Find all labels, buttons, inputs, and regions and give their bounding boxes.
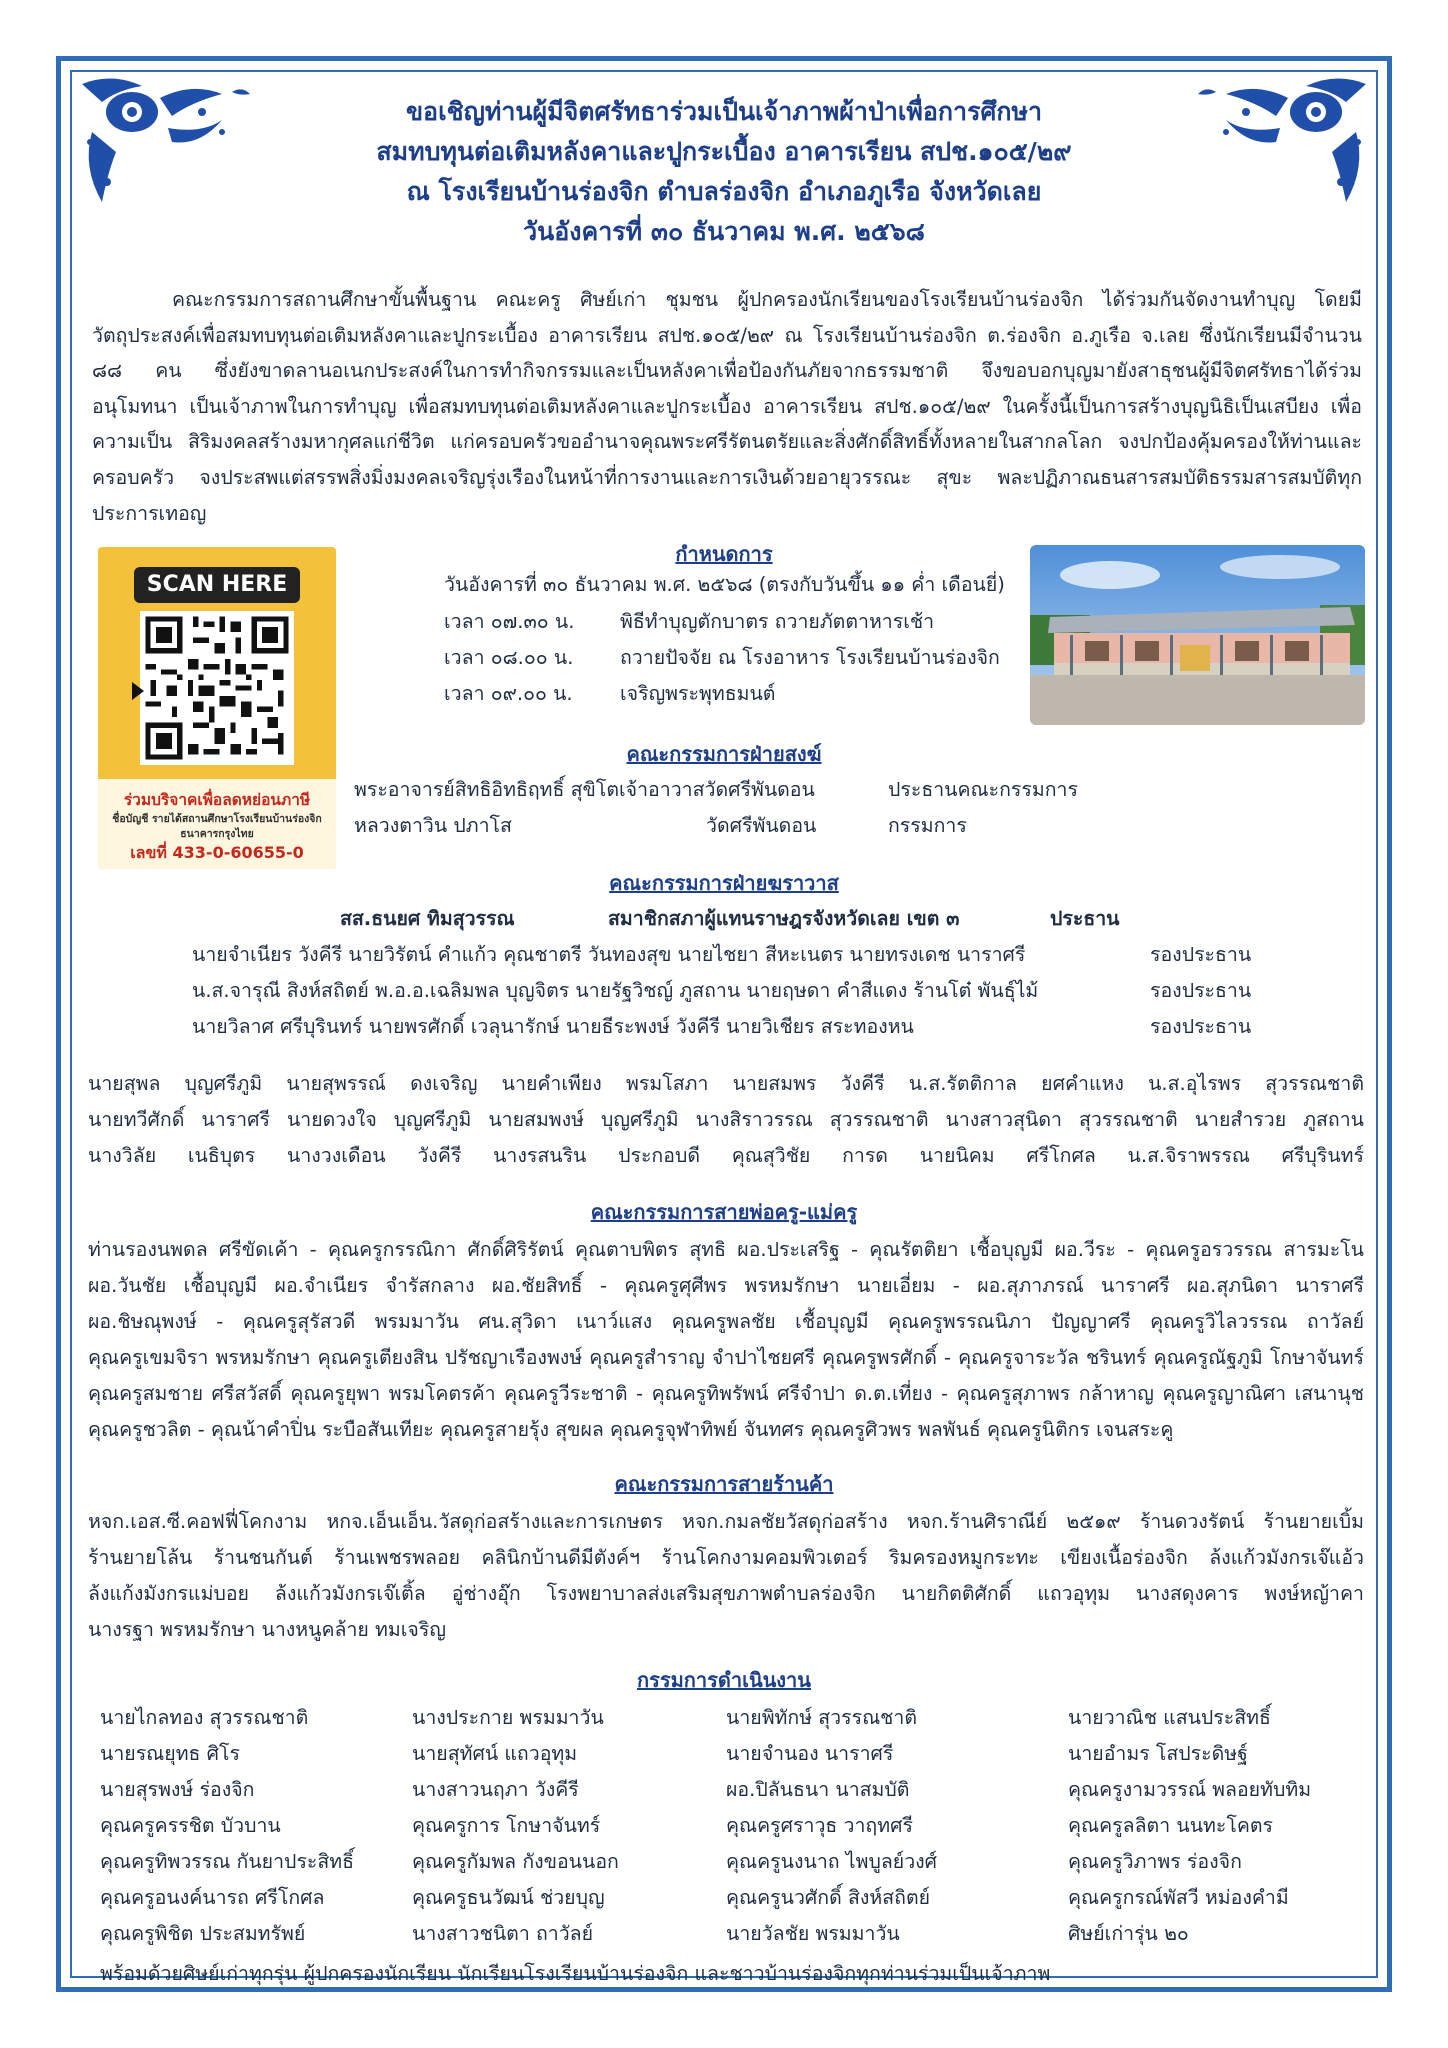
lay-committee-heading: คณะกรรมการฝ่ายฆราวาส bbox=[609, 871, 839, 895]
donation-qr-card bbox=[98, 547, 336, 869]
member-line: ผอ.วันชัย เชื้อบุญมี ผอ.จำเนียร จำรัสกลาง ผอ.ชัยสิทธิ์ - คุณครูศุศีพร พรหมรักษา นายเอี่ยม - ผอ.สุภาภรณ์ นาราศรี ผอ.สุภนิดา นาราศรี bbox=[88, 1274, 1364, 1297]
monk-temple: วัดศรีพันดอน bbox=[706, 814, 817, 837]
member-line: คุณครูสมชาย ศรีสวัสดิ์ คุณครูยุพา พรมโคตรค้า คุณครูวีระชาติ - คุณครูทิพรัพน์ ศรีจำปา ด.ต.เที่ยง - คุณครูสุภาพร กล้าหาญ คุณครูญาณิศา เสนานุช bbox=[88, 1382, 1364, 1405]
vice-chair-list: น.ส.จารุณี สิงห์สถิตย์ พ.อ.อ.เฉลิมพล บุญจิตร นายรัฐวิชญ์ ภูสถาน นายฤษดา คำสีแดง ร้านโต๋ พันธุ์ไม้ bbox=[192, 979, 1039, 1002]
ops-member: ผอ.ปิลันธนา นาสมบัติ bbox=[726, 1778, 910, 1801]
title-line-4: วันอังคารที่ ๓๐ ธันวาคม พ.ศ. ๒๕๖๘ bbox=[523, 217, 925, 246]
title-block bbox=[0, 92, 1448, 252]
parents-committee-heading: คณะกรรมการสายพ่อครู-แม่ครู bbox=[590, 1200, 858, 1224]
ops-member: คุณครูทิพวรรณ กันยาประสิทธิ์ bbox=[100, 1850, 355, 1873]
ops-member: คุณครูการ โกษาจันทร์ bbox=[412, 1814, 601, 1837]
ops-member: คุณครูครรชิต บัวบาน bbox=[100, 1814, 281, 1837]
schedule-desc: เจริญพระพุทธมนต์ bbox=[620, 682, 776, 705]
member-line: หจก.เอส.ซี.คอฟฟี่โคกงาม หกจ.เอ็นเอ็น.วัสดุก่อสร้างและการเกษตร หจก.กมลชัยวัสดุก่อสร้าง หจก.ร้านศิราณีย์ ๒๕๑๙ ร้านดวงรัตน์ ร้านยายเบิ้ม bbox=[88, 1510, 1364, 1533]
ops-member: นางประกาย พรมมาวัน bbox=[412, 1706, 604, 1729]
ops-column-3 bbox=[726, 1700, 937, 1952]
account-info bbox=[98, 779, 336, 869]
vice-chair-role: รองประธาน bbox=[1150, 943, 1252, 966]
ops-member: คุณครูกรณ์พัสวี หม่องคำมี bbox=[1068, 1886, 1289, 1909]
member-line: ผอ.ชิษณุพงษ์ - คุณครูสุรัสวดี พรมมาวัน ศน.สุวิดา เนาว์แสง คุณครูพลชัย เชื้อบุญมี คุณครูพรรณนิภา ปัญญาศรี คุณครูวิไลวรรณ ถาวัลย์ bbox=[88, 1310, 1364, 1333]
schedule-desc: พิธีทำบุญตักบาตร ถวายภัตตาหารเช้า bbox=[620, 610, 935, 633]
ops-member: คุณครูนวศักดิ์ สิงห์สถิตย์ bbox=[726, 1886, 931, 1909]
intro-line: คณะกรรมการสถานศึกษาขั้นพื้นฐาน คณะครู ศิษย์เก่า ชุมชน ผู้ปกครองนักเรียนของโรงเรียนบ้านร่องจิก ได้ร่วมกันจัดงานทำบุญ โดยมี bbox=[172, 288, 1362, 311]
ops-member: นางสาวนฤภา วังคีรี bbox=[412, 1778, 579, 1801]
ops-column-4 bbox=[1068, 1700, 1311, 1952]
ops-member: นายจำนอง นาราศรี bbox=[726, 1742, 894, 1765]
ops-column-2 bbox=[412, 1700, 619, 1952]
vice-chair-list: นายวิลาศ ศรีบุรินทร์ นายพรศักดิ์ เวลุนารักษ์ นายธีระพงษ์ วังคีรี นายวิเชียร สระทองหน bbox=[192, 1015, 914, 1038]
ops-member: นายสุรพงษ์ ร่องจิก bbox=[100, 1778, 255, 1801]
title-line-1: ขอเชิญท่านผู้มีจิตศรัทธาร่วมเป็นเจ้าภาพผ้าป่าเพื่อการศึกษา bbox=[405, 97, 1043, 126]
ops-member: นายวัลชัย พรมมาวัน bbox=[726, 1922, 900, 1945]
ops-member: คุณครูกัมพล กังขอนนอก bbox=[412, 1850, 619, 1873]
chair-position: สมาชิกสภาผู้แทนราษฎรจังหวัดเลย เขต ๓ bbox=[608, 907, 960, 930]
vice-chair-role: รองประธาน bbox=[1150, 979, 1252, 1002]
ops-member: นายอำมร โสประดิษฐ์ bbox=[1068, 1742, 1248, 1765]
chair-role: ประธาน bbox=[1050, 907, 1120, 930]
schedule-time: เวลา ๐๙.๐๐ น. bbox=[444, 682, 573, 705]
ops-member: คุณครูธนวัฒน์ ช่วยบุญ bbox=[412, 1886, 605, 1909]
monk-committee-heading: คณะกรรมการฝ่ายสงฆ์ bbox=[626, 742, 822, 766]
donate-label: ร่วมบริจาคเพื่อลดหย่อนภาษี bbox=[123, 791, 311, 809]
ops-member: นายไกลทอง สุวรรณชาติ bbox=[100, 1706, 309, 1729]
ops-member: คุณครูอนงค์นารถ ศรีโกศล bbox=[100, 1886, 325, 1909]
schedule-time: เวลา ๐๗.๓๐ น. bbox=[444, 610, 575, 633]
ops-member: ศิษย์เก่ารุ่น ๒๐ bbox=[1068, 1922, 1189, 1945]
monk-name: พระอาจารย์สิทธิอิทธิฤทธิ์ สุขิโตเจ้าอาวาสวัดศรีพันดอน bbox=[354, 778, 815, 801]
intro-line: วัตถุประสงค์เพื่อสมทบทุนต่อเติมหลังคาและปูกระเบื้อง อาคารเรียน สปช.๑๐๕/๒๙ ณ โรงเรียนบ้านร่องจิก ต.ร่องจิก อ.ภูเรือ จ.เลย ซึ่งนักเรียนมีจำนวน bbox=[92, 323, 1362, 347]
intro-line: จงประสพแต่สรรพสิ่งมิ่งมงคลเจริญรุ่งเรืองในหน้าที่การงานและการเงินด้วยอายุวรรณะ สุขะ พละปฏิภาณธนสารสมบัติธรรมสารสมบัติทุกประการเทอญ bbox=[92, 465, 1363, 525]
ops-member: นายสุทัศน์ แถวอุทุม bbox=[412, 1742, 578, 1765]
member-line: นางรฐา พรหมรักษา นางหนูคล้าย ทมเจริญ bbox=[88, 1618, 446, 1641]
ops-column-1 bbox=[100, 1700, 354, 1952]
member-line: นายทวีศักดิ์ นาราศรี นายดวงใจ บุญศรีภูมิ นายสมพงษ์ บุญศรีภูมิ นางสิราวรรณ สุวรรณชาติ นางสาวสุนิดา สุวรรณชาติ นายสำรวย ภูสถาน bbox=[88, 1108, 1364, 1131]
intro-line: ๘๘ คน ซึ่งยังขาดลานอเนกประสงค์ในการทำกิจกรรมและเป็นหลังคาเพื่อป้องกันภัยจากธรรมชาติ จึงขอบอกบุญมายังสาธุชนผู้มีจิตศรัทธาได้ร่วมอนุโมทนา bbox=[92, 359, 1362, 418]
ops-member: คุณครูวิภาพร ร่องจิก bbox=[1068, 1850, 1242, 1873]
monk-name: หลวงตาวิน ปภาโส bbox=[354, 814, 512, 837]
account-number: เลขที่ 433-0-60655-0 bbox=[130, 843, 304, 862]
school-building-photo bbox=[1030, 545, 1365, 725]
schedule-heading: กำหนดการ bbox=[675, 542, 773, 566]
intro-line: สิริมงคลสร้างมหากุศลแก่ชีวิต แก่ครอบครัวขออำนาจคุณพระศรีรัตนตรัยและสิ่งศักดิ์สิทธิ์ทั้งหลายในสากลโลก จงปกป้องคุ้มครองให้ท่านและครอบครัว bbox=[92, 430, 1362, 489]
schedule-time: เวลา ๐๘.๐๐ น. bbox=[444, 646, 574, 669]
member-line: ร้านยายโล้น ร้านชนกันต์ ร้านเพชรพลอย คลินิกบ้านดีมีตังค์ฯ ร้านโคกงามคอมพิวเตอร์ ริมครองหมูกระทะ เขียงเนื้อร่องจิก ล้งแก้วมังกรเจ๊แอ้ว bbox=[88, 1546, 1364, 1569]
ops-member: นายพิทักษ์ สุวรรณชาติ bbox=[726, 1706, 918, 1729]
title-line-3: ณ โรงเรียนบ้านร่องจิก ตำบลร่องจิก อำเภอภูเรือ จังหวัดเลย bbox=[406, 177, 1042, 206]
ops-member: นายรณยุทธ ศิโร bbox=[100, 1742, 240, 1765]
arrow-right-icon bbox=[132, 682, 144, 700]
shops-committee-heading: คณะกรรมการสายร้านค้า bbox=[614, 1472, 834, 1496]
ops-member: คุณครูศราวุธ วาฤทศรี bbox=[726, 1814, 913, 1837]
title-line-2: สมทบทุนต่อเติมหลังคาและปูกระเบื้อง อาคารเรียน สปช.๑๐๕/๒๙ bbox=[376, 137, 1072, 166]
operations-committee-heading: กรรมการดำเนินงาน bbox=[637, 1668, 811, 1692]
ops-member: คุณครูงามวรรณ์ พลอยทับทิม bbox=[1068, 1778, 1312, 1801]
vice-chair-list: นายจำเนียร วังคีรี นายวิรัตน์ คำแก้ว คุณชาตรี วันทองสุข นายไชยา สีหะเนตร นายทรงเดช นาราศรี bbox=[192, 943, 1026, 966]
parents-members bbox=[88, 1232, 1364, 1448]
ops-member: คุณครูลลิตา นนทะโคตร bbox=[1068, 1814, 1274, 1837]
member-line: นางวิลัย เนธิบุตร นางวงเดือน วังคีรี นางรสนริน ประกอบดี คุณสุวิชัย การด นายนิคม ศรีโกศล น.ส.จิราพรรณ ศรีบุรินทร์ bbox=[88, 1144, 1364, 1167]
ops-member: คุณครูนงนาถ ไพบูลย์วงศ์ bbox=[726, 1850, 938, 1873]
account-name: ชื่อบัญชี รายได้สถานศึกษาโรงเรียนบ้านร่องจิก bbox=[112, 813, 322, 825]
ops-member: คุณครูพิชิต ประสมทรัพย์ bbox=[100, 1922, 306, 1945]
member-line: คุณครูเขมจิรา พรหมรักษา คุณครูเตียงสิน ปรัชญาเรืองพงษ์ คุณครูสำราญ จำปาไชยศรี คุณครูพรศักดิ์ - คุณครูจาระวัล ชรินทร์ คุณครูณัฐภูมิ โกษาจันทร์ bbox=[88, 1346, 1364, 1369]
bank-name: ธนาคารกรุงไทย bbox=[180, 828, 254, 840]
vice-chair-role: รองประธาน bbox=[1150, 1015, 1252, 1038]
member-line: นายสุพล บุญศรีภูมิ นายสุพรรณ์ ดงเจริญ นายคำเพียง พรมโสภา นายสมพร วังคีรี น.ส.รัตติกาล ยศคำแหง น.ส.อุไรพร สุวรรณชาติ bbox=[88, 1072, 1364, 1095]
intro-line: เป็นเจ้าภาพในการทำบุญ เพื่อสมทบทุนต่อเติมหลังคาและปูกระเบื้อง อาคารเรียน สปช.๑๐๕/๒๙ ในครั้งนี้เป็นการสร้างบุญนิธิเป็นเสบียง เพื่อความเป็น bbox=[92, 394, 1362, 454]
member-line: ล้งแก้งมังกรแม่บอย ล้งแก้วมังกรเจ๊เติ้ล อู่ช่างอุ๊ก โรงพยาบาลส่งเสริมสุขภาพตำบลร่องจิก นายกิตติศักดิ์ แถวอุทุม นางสดุงคาร พงษ์หญ้าคา bbox=[88, 1582, 1364, 1605]
scan-here-label: SCAN HERE bbox=[134, 567, 300, 603]
ops-member: นางสาวชนิตา ถาวัลย์ bbox=[412, 1922, 594, 1945]
intro-paragraph bbox=[92, 282, 1362, 531]
member-line: ท่านรองนพดล ศรีขัดเค้า - คุณครูกรรณิกา ศักดิ์ศิริรัตน์ คุณตาบพิตร สุทธิ ผอ.ประเสริฐ - คุณรัตติยา เชื้อบุญมี ผอ.วีระ - คุณครูอรวรรณ สารมะโน bbox=[88, 1238, 1364, 1261]
schedule-date: วันอังคารที่ ๓๐ ธันวาคม พ.ศ. ๒๕๖๘ (ตรงกับวันขึ้น ๑๑ ค่ำ เดือนยี่) bbox=[444, 573, 1005, 596]
ops-member: นายวาณิช แสนประสิทธิ์ bbox=[1068, 1706, 1271, 1729]
member-line: คุณครูชวลิต - คุณน้าคำปิ่น ระบือสันเทียะ คุณครูสายรุ้ง สุขผล คุณครูจุฬาทิพย์ จันทศร คุณครูศิวพร พลพันธ์ คุณครูนิติกร เจนสระคู bbox=[88, 1418, 1174, 1441]
monk-role: กรรมการ bbox=[888, 814, 967, 837]
lay-members bbox=[88, 1066, 1364, 1174]
shops-members bbox=[88, 1504, 1364, 1648]
chair-name: สส.ธนยศ ทิมสุวรรณ bbox=[340, 907, 515, 930]
monk-role: ประธานคณะกรรมการ bbox=[888, 778, 1078, 801]
closing-note: พร้อมด้วยศิษย์เก่าทุกรุ่น ผู้ปกครองนักเรียน นักเรียนโรงเรียนบ้านร่องจิก และชาวบ้านร่องจิกทุกท่านร่วมเป็นเจ้าภาพ bbox=[100, 1962, 1051, 1985]
schedule-desc: ถวายปัจจัย ณ โรงอาหาร โรงเรียนบ้านร่องจิก bbox=[620, 646, 1000, 669]
